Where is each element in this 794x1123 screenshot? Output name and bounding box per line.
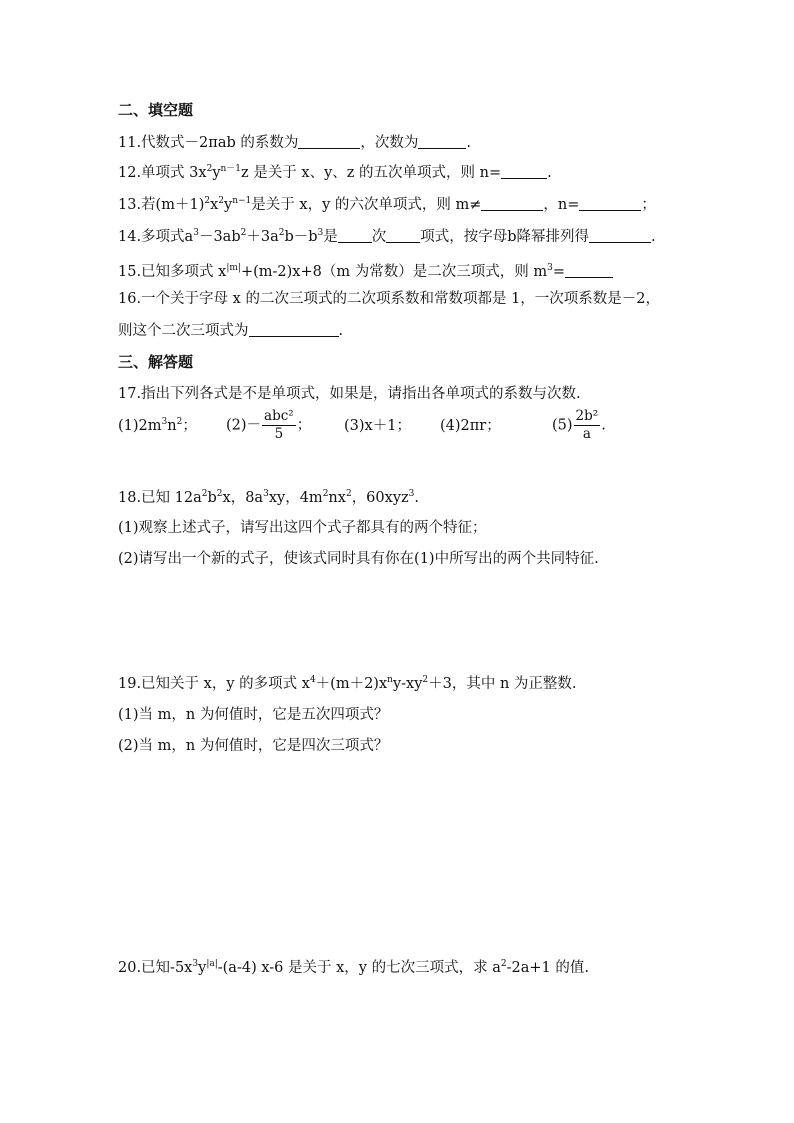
text-segment: 是: [323, 229, 338, 245]
text-segment: 项式，按字母b降幂排列得: [420, 229, 590, 245]
item-2: [226, 408, 344, 443]
text-segment: 15.已知多项式 x: [118, 264, 227, 280]
text-segment: 20.已知-5x: [118, 960, 193, 976]
answer-blank[interactable]: [418, 134, 466, 149]
text-segment: ；: [641, 197, 656, 213]
text-segment: b: [207, 490, 217, 506]
answer-blank[interactable]: [579, 196, 641, 211]
superscript: 2: [206, 164, 213, 174]
text-segment: -(a-4) x-6 是关于 x，y 的七次三项式，求 a: [217, 960, 501, 976]
section-heading-solve: 三、解答题: [118, 353, 194, 371]
text-segment: x，8a: [222, 490, 264, 506]
question-19-part-2: (2)当 m，n 为何值时，它是四次三项式？: [118, 738, 389, 754]
answer-blank[interactable]: [338, 228, 372, 243]
text-segment: (2)－: [226, 417, 262, 434]
text-segment: x: [210, 197, 219, 213]
superscript: n−1: [232, 196, 252, 206]
text-segment: nx: [328, 490, 346, 506]
superscript: 2: [500, 959, 507, 969]
question-16-line-1: 16.一个关于字母 x 的二次三项式的二次项系数和常数项都是 1，一次项系数是－2，: [118, 291, 661, 307]
question-18-stem: [118, 488, 419, 508]
question-17-stem: 17.指出下列各式是不是单项式，如果是，请指出各单项式的系数与次数.: [118, 386, 581, 402]
superscript: n－1: [220, 164, 242, 174]
question-15: [118, 258, 613, 282]
text-segment: xy，4m: [268, 490, 323, 506]
text-segment: －3ab: [198, 229, 241, 245]
text-segment: .: [547, 165, 552, 181]
text-segment: 13.若(m＋1): [118, 197, 205, 213]
text-segment: 19.已知关于 x，y 的多项式 x: [118, 676, 310, 692]
item-1: [118, 409, 226, 443]
superscript: 3: [408, 489, 415, 499]
superscript: 2: [278, 228, 285, 238]
text-segment: ＋(m＋2)x: [315, 676, 388, 692]
text-segment: (5): [552, 417, 573, 434]
superscript: 2: [345, 489, 352, 499]
text-segment: y: [224, 197, 233, 213]
text-segment: 11.代数式－2πab 的系数为: [118, 135, 299, 151]
text-segment: ；: [182, 417, 197, 434]
text-segment: |a|: [206, 959, 218, 969]
text-segment: 12.单项式 3x: [118, 165, 207, 181]
text-segment: .: [414, 490, 419, 506]
text-segment: -2a+1 的值.: [506, 960, 589, 976]
text-segment: 则这个二次三项式为: [118, 323, 249, 339]
superscript: 3: [161, 416, 168, 427]
item-3: (3)x＋1；: [344, 417, 411, 434]
answer-blank[interactable]: [386, 228, 420, 243]
answer-blank[interactable]: [501, 164, 547, 179]
text-segment: =: [552, 264, 565, 280]
text-segment: ＋3，其中 n 为正整数.: [428, 676, 577, 692]
answer-blank[interactable]: [481, 196, 543, 211]
superscript: 2: [240, 228, 247, 238]
text-segment: b－b: [284, 229, 318, 245]
question-19-stem: [118, 674, 577, 694]
superscript: 3: [263, 489, 269, 499]
text-segment: 是关于 x，y 的六次单项式，则 m≠: [251, 197, 482, 213]
fraction: [262, 408, 296, 443]
text-segment: ，60xyz: [351, 490, 409, 506]
question-18-part-2: (2)请写出一个新的式子，使该式同时具有你在(1)中所写出的两个共同特征.: [118, 551, 599, 567]
text-segment: y-xy: [392, 676, 423, 692]
question-11: [118, 133, 471, 153]
text-segment: .: [601, 417, 606, 434]
question-18-part-1: (1)观察上述式子，请写出这四个式子都具有的两个特征；: [118, 520, 487, 536]
superscript: 2: [322, 489, 329, 499]
answer-blank[interactable]: [589, 228, 651, 243]
item-5: [552, 408, 606, 443]
superscript: 2: [204, 196, 211, 206]
fraction: [574, 408, 601, 443]
text-segment: ；: [296, 417, 312, 434]
text-segment: 14.多项式a: [118, 229, 194, 245]
text-segment: 2b²: [575, 408, 599, 424]
answer-blank[interactable]: [249, 322, 339, 337]
superscript: 2: [422, 675, 429, 685]
text-segment: ，n=: [543, 197, 580, 213]
text-segment: 5: [274, 426, 284, 442]
text-segment: .: [338, 323, 344, 339]
text-segment: 18.已知 12a: [118, 490, 202, 506]
text-segment: y: [198, 960, 207, 976]
text-segment: (1)2m: [118, 417, 162, 434]
text-segment: ，次数为: [360, 135, 419, 151]
superscript: 3: [193, 228, 199, 238]
section-heading-fill-in: 二、填空题: [118, 101, 194, 119]
text-segment: n: [167, 417, 177, 434]
answer-blank[interactable]: [565, 263, 613, 278]
superscript: 2: [176, 416, 183, 427]
superscript: 3: [192, 959, 199, 969]
text-segment: .: [466, 135, 471, 151]
superscript: 3: [317, 228, 324, 238]
item-4: (4)2πr；: [440, 417, 501, 434]
text-segment: +(m-2)x+8（m 为常数）是二次三项式，则 m: [240, 264, 548, 280]
text-segment: 次: [371, 229, 387, 245]
text-segment: ＋3a: [246, 229, 279, 245]
question-13: [118, 195, 656, 215]
answer-blank[interactable]: [298, 134, 360, 149]
superscript: 2: [216, 489, 223, 499]
question-20: [118, 954, 589, 978]
superscript: 2: [201, 489, 208, 499]
text-segment: .: [651, 229, 656, 245]
question-17-items: [118, 408, 606, 443]
superscript: 3: [547, 263, 553, 273]
superscript: 4: [309, 675, 316, 685]
text-segment: z 是关于 x、y、z 的五次单项式，则 n=: [241, 165, 502, 181]
text-segment: abc²: [264, 408, 294, 424]
question-16-line-2: [118, 321, 343, 341]
question-12: [118, 163, 552, 183]
superscript: n: [387, 675, 393, 685]
text-segment: y: [212, 165, 221, 181]
question-19-part-1: (1)当 m，n 为何值时，它是五次四项式？: [118, 707, 389, 723]
superscript: 2: [218, 196, 225, 206]
question-14: [118, 227, 656, 247]
text-segment: |m|: [226, 263, 241, 273]
text-segment: a: [582, 426, 591, 442]
